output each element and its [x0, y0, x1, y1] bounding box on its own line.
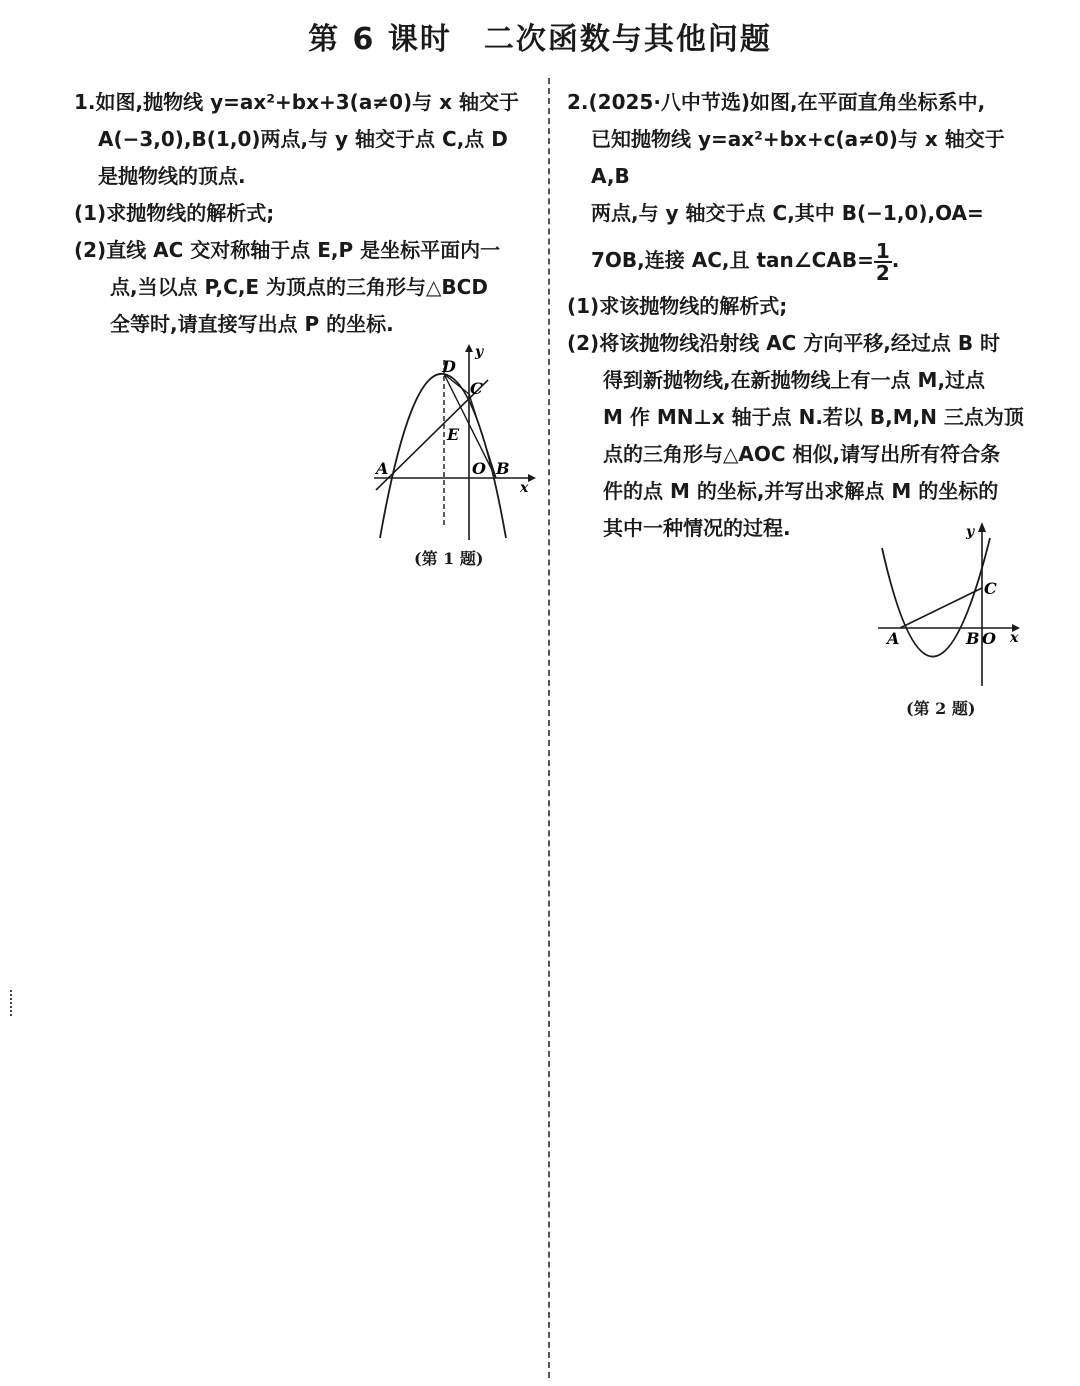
fig1-y-arrow: [465, 344, 473, 352]
fig1-label-c: C: [470, 379, 483, 398]
q2-part-2-line-3: M 作 MN⊥x 轴于点 N.若以 B,M,N 三点为顶: [603, 405, 1024, 429]
q1-part-1: (1)求抛物线的解析式;: [74, 201, 275, 225]
q2-part-2-line-4: 点的三角形与△AOC 相似,请写出所有符合条: [603, 442, 1001, 466]
fig1-label-x: x: [520, 480, 529, 496]
q1-stem-line-2: A(−3,0),B(1,0)两点,与 y 轴交于点 C,点 D: [98, 127, 508, 151]
fig2-label-y: y: [966, 524, 975, 540]
q2-number: 2.: [567, 90, 589, 114]
fig1-label-b: B: [496, 459, 510, 478]
fig2-label-c: C: [984, 579, 997, 598]
fig1-label-a: A: [376, 459, 389, 478]
question-1: [74, 84, 536, 343]
figure-1-caption: (第 1 题): [414, 549, 484, 568]
fig1-label-d: D: [442, 357, 456, 376]
q1-stem-line-3: 是抛物线的顶点.: [98, 164, 246, 188]
q2-stem-line-2: 已知抛物线 y=ax²+bx+c(a≠0)与 x 轴交于 A,B: [591, 127, 1005, 188]
fig1-label-o: O: [472, 459, 486, 478]
fig1-parabola: [380, 374, 506, 538]
fig1-x-arrow: [528, 474, 536, 482]
question-2: [567, 84, 1027, 547]
figure-2-caption: (第 2 题): [906, 699, 976, 718]
column-divider: [548, 78, 550, 1378]
figure-1: [368, 340, 538, 545]
page-title: 第 6 课时 二次函数与其他问题: [308, 22, 772, 57]
fig2-y-arrow: [978, 522, 986, 532]
fraction-one-half: $\frac{1}{2}$: [875, 238, 890, 285]
q2-part-2-line-1: (2)将该抛物线沿射线 AC 方向平移,经过点 B 时: [567, 331, 1001, 355]
q1-number: 1.: [74, 90, 96, 114]
q2-part-2-line-2: 得到新抛物线,在新抛物线上有一点 M,过点: [603, 368, 986, 392]
q2-stem-line-3: 两点,与 y 轴交于点 C,其中 B(−1,0),OA=: [591, 201, 984, 225]
q1-part-2-line-1: (2)直线 AC 交对称轴于点 E,P 是坐标平面内一: [74, 238, 501, 262]
q1-stem-line-1: 1.如图,抛物线 y=ax²+bx+3(a≠0)与 x 轴交于: [74, 90, 519, 114]
margin-mark: [10, 990, 14, 1016]
fig2-label-x: x: [1010, 630, 1019, 646]
figure-2: [872, 518, 1032, 690]
q2-stem-line-4: 7OB,连接 AC,且 tan∠CAB= $\frac{1}{2}$ .: [591, 238, 900, 285]
fig2-label-o: O: [982, 629, 996, 648]
fig1-label-y: y: [475, 344, 484, 360]
q2-part-2-line-5: 件的点 M 的坐标,并写出求解点 M 的坐标的: [603, 479, 999, 503]
q1-part-2-line-3: 全等时,请直接写出点 P 的坐标.: [110, 312, 394, 336]
fig2-label-a: A: [887, 629, 900, 648]
q1-part-2-line-2: 点,当以点 P,C,E 为顶点的三角形与△BCD: [110, 275, 488, 299]
q2-part-1: (1)求该抛物线的解析式;: [567, 294, 788, 318]
q2-part-2-line-6: 其中一种情况的过程.: [603, 516, 791, 540]
fig2-label-b: B: [966, 629, 980, 648]
fig1-label-e: E: [447, 425, 460, 444]
q2-stem-line-1: 2.(2025·八中节选)如图,在平面直角坐标系中,: [567, 90, 986, 114]
fig1-segment-dc: [444, 374, 469, 394]
